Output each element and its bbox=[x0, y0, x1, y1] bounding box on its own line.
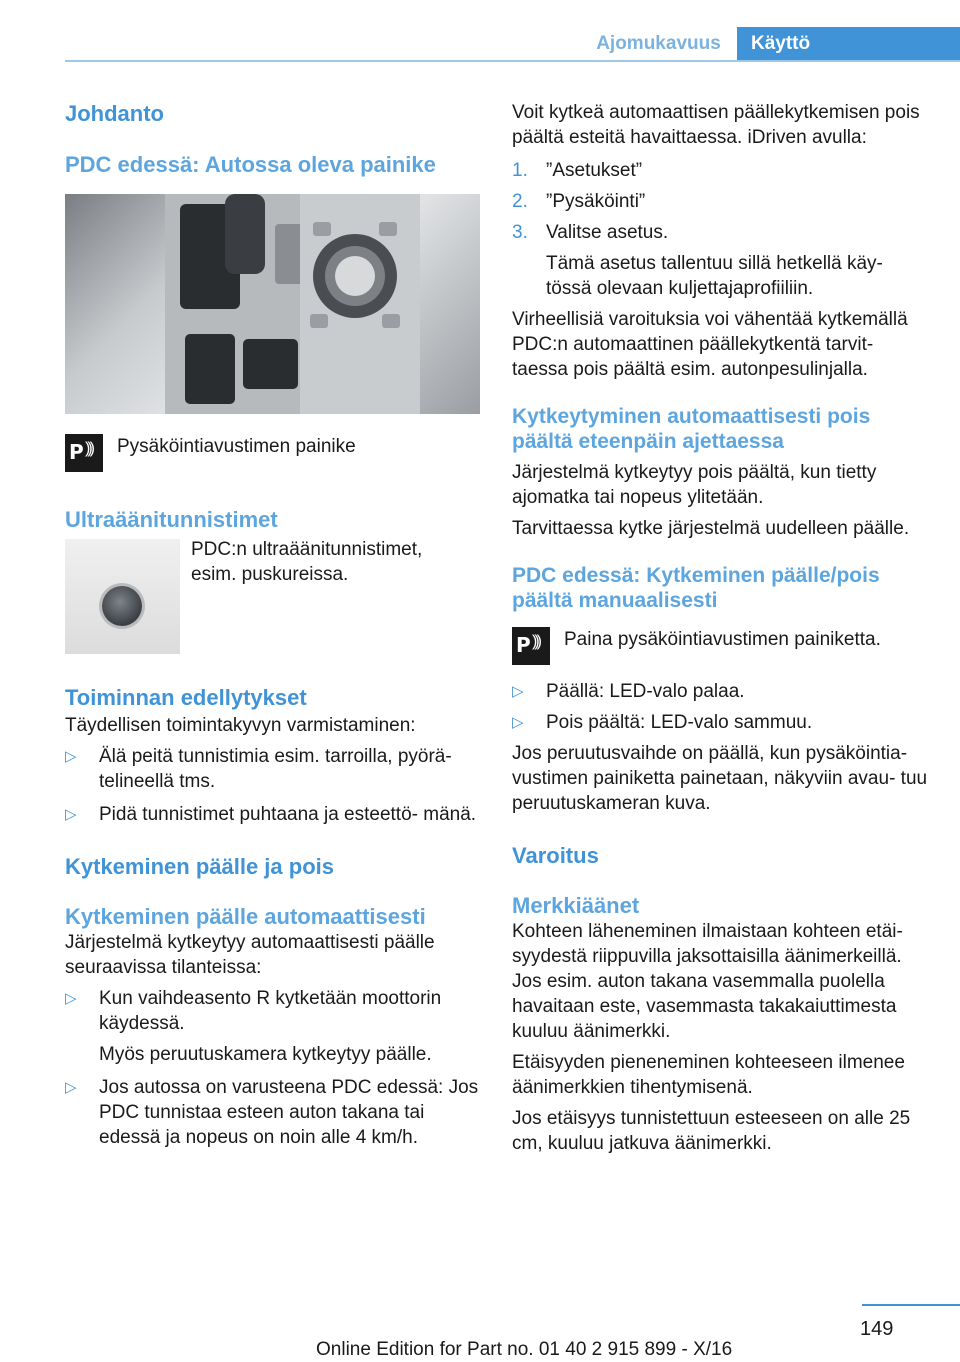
list-item bbox=[512, 189, 932, 214]
list-item-text: Pidä tunnistimet puhtaana ja esteettö‐ mänä. bbox=[99, 804, 477, 825]
list-item bbox=[65, 744, 483, 794]
off-text-1: Järjestelmä kytkeytyy pois päältä, kun tietty ajomatka tai nopeus ylitetään. bbox=[512, 462, 877, 508]
step-number: 2. bbox=[512, 191, 528, 212]
list-item-subtext: Myös peruutuskamera kytkeytyy päälle. bbox=[99, 1044, 432, 1065]
step-text: Valitse asetus. bbox=[546, 222, 669, 243]
heading-manual: PDC edessä: Kytkeminen päälle/pois päältä manuaalisesti bbox=[512, 564, 880, 612]
pdc-button-icon: P ))) bbox=[65, 434, 103, 472]
icon-caption: Pysäköintiavustimen painike bbox=[117, 436, 356, 457]
ultrasonic-sensor-image bbox=[65, 539, 180, 654]
heading-conditions: Toiminnan edellytykset bbox=[65, 685, 307, 710]
sensor-icon bbox=[102, 586, 142, 626]
triangle-right-icon: ▷ bbox=[65, 990, 77, 1007]
conditions-list bbox=[65, 744, 483, 827]
list-item bbox=[512, 710, 932, 735]
step-text: ”Pysäköinti” bbox=[546, 191, 646, 212]
list-item bbox=[512, 220, 932, 301]
steps-list bbox=[512, 158, 932, 301]
triangle-right-icon: ▷ bbox=[512, 683, 524, 700]
left-column bbox=[65, 100, 483, 1150]
list-item bbox=[65, 802, 483, 827]
false-warnings-text: Virheellisiä varoituksia voi vähentää kytkemällä PDC:n automaattinen päällekytkentä tarvit‐ taessa pois päältä esim. autonpesulinjalla. bbox=[512, 309, 908, 380]
triangle-right-icon: ▷ bbox=[65, 748, 77, 765]
signals-text-3: Jos etäisyys tunnistettuun esteeseen on alle 25 cm, kuuluu jatkuva äänimerkki. bbox=[512, 1108, 911, 1154]
footer-rule bbox=[862, 1304, 960, 1306]
heading-switch: Kytkeminen päälle ja pois bbox=[65, 854, 334, 879]
list-item bbox=[512, 679, 932, 704]
list-item bbox=[65, 1075, 483, 1150]
manual-list bbox=[512, 679, 932, 735]
heading-auto: Kytkeminen päälle automaattisesti bbox=[65, 904, 426, 929]
console-illustration bbox=[65, 194, 480, 414]
list-item-text: Jos autossa on varusteena PDC edessä: Jos PDC tunnistaa esteen auton takana tai edessä ja nopeus on noin alle 4 km/h. bbox=[99, 1077, 479, 1148]
step-number: 3. bbox=[512, 222, 528, 243]
list-item-text: Pois päältä: LED-valo sammuu. bbox=[546, 712, 813, 733]
heading-signals: Merkkiäänet bbox=[512, 893, 640, 918]
sensors-row bbox=[65, 539, 483, 654]
heading-front-button: PDC edessä: Autossa oleva painike bbox=[65, 152, 436, 177]
heading-sensors: Ultraäänitunnistimet bbox=[65, 507, 278, 532]
conditions-intro: Täydellisen toimintakyvyn varmistaminen: bbox=[65, 715, 416, 736]
list-item bbox=[65, 986, 483, 1067]
heading-intro: Johdanto bbox=[65, 101, 164, 126]
manual-row bbox=[512, 627, 932, 665]
triangle-right-icon: ▷ bbox=[512, 714, 524, 731]
list-item bbox=[512, 158, 932, 183]
header-chapter-tab: Käyttö bbox=[737, 27, 960, 60]
heading-off-forward: Kytkeytyminen automaattisesti pois päältä eteenpäin ajettaessa bbox=[512, 405, 871, 453]
pdc-button-icon: P ))) bbox=[512, 627, 550, 665]
auto-disable-intro: Voit kytkeä automaattisen päällekytkemisen pois päältä esteitä havaittaessa. iDriven avulla: bbox=[512, 102, 920, 148]
auto-list bbox=[65, 986, 483, 1150]
list-item-text: Kun vaihdeasento R kytketään moottorin käydessä. bbox=[99, 988, 442, 1034]
step-text: ”Asetukset” bbox=[546, 160, 643, 181]
list-item-text: Älä peitä tunnistimia esim. tarroilla, pyörä‐ telineellä tms. bbox=[99, 746, 452, 792]
step-number: 1. bbox=[512, 160, 528, 181]
signals-text-2: Etäisyyden pieneneminen kohteeseen ilmenee äänimerkkien tihentymisenä. bbox=[512, 1052, 905, 1098]
sensors-text: PDC:n ultraäänitunnistimet, esim. puskureissa. bbox=[191, 539, 423, 585]
signals-text-1: Kohteen läheneminen ilmaistaan kohteen etäi‐ syydestä riippuvilla jaksottaisilla äänimerkeillä. Jos esim. auton takana vasemmalla puolella havaitaan este, vasemmasta takakaiuttimesta kuuluu äänimerkki. bbox=[512, 921, 903, 1042]
heading-warning: Varoitus bbox=[512, 843, 599, 868]
console-photo bbox=[65, 194, 480, 414]
header-rule bbox=[65, 60, 960, 62]
icon-caption-row bbox=[65, 434, 483, 472]
triangle-right-icon: ▷ bbox=[65, 1079, 77, 1096]
auto-intro: Järjestelmä kytkeytyy automaattisesti päälle seuraavissa tilanteissa: bbox=[65, 932, 435, 978]
page-number: 149 bbox=[860, 1318, 894, 1340]
triangle-right-icon: ▷ bbox=[65, 806, 77, 823]
right-column bbox=[512, 100, 932, 1156]
reverse-text: Jos peruutusvaihde on päällä, kun pysäköintia‐ vustimen painiketta painetaan, näkyviin avau‐ tuu peruutuskameran kuva. bbox=[512, 743, 928, 814]
step-note: Tämä asetus tallentuu sillä hetkellä käy‐ tössä olevaan kuljettajaprofiiliin. bbox=[546, 253, 883, 299]
header-section-tab: Ajomukavuus bbox=[596, 33, 721, 54]
list-item-text: Päällä: LED-valo palaa. bbox=[546, 681, 745, 702]
edition-text: Online Edition for Part no. 01 40 2 915 899 - X/16 bbox=[316, 1339, 733, 1360]
off-text-2: Tarvittaessa kytke järjestelmä uudelleen päälle. bbox=[512, 518, 910, 539]
manual-text: Paina pysäköintiavustimen painiketta. bbox=[564, 629, 881, 650]
